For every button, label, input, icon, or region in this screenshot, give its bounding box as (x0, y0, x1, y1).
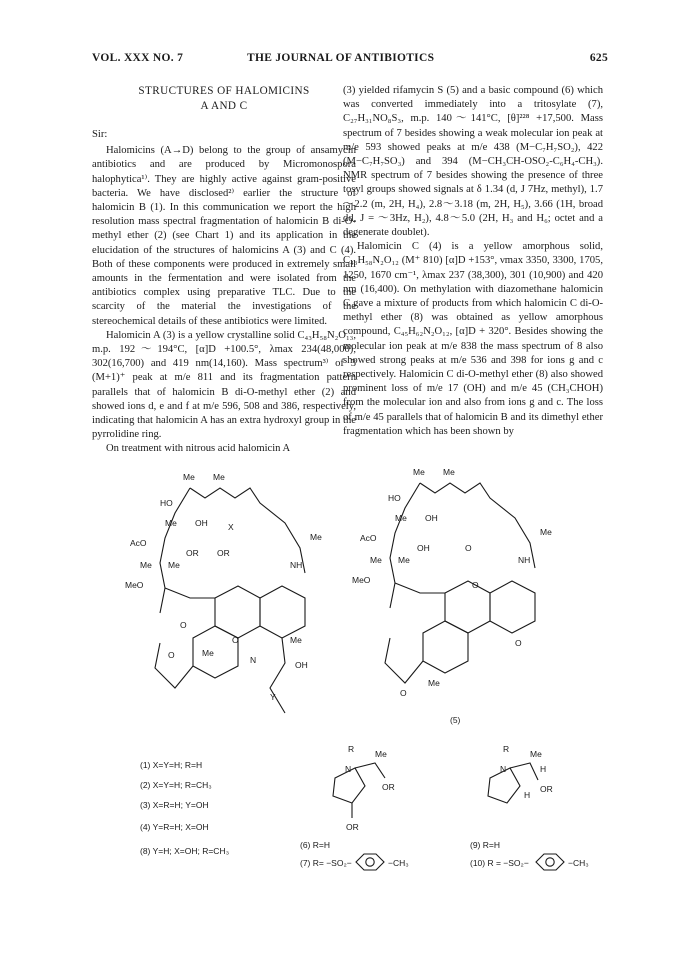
paragraph: (3) yielded rifamycin S (5) and a basic compound (6) which was converted immediately into a tritosylate (7), C₂₇H₃₁NO₈S₃, m.p. 140～141°C, [θ]²²⁸ +17,500. Mass spectrum of 7 besides showing a weak molecular ion peak at m/e 593 showed peaks at m/e 438 (M−C₇H₇SO₂), 422 (M−C₇H₇SO₃) and 394 (M−CH₃CH-OSO₂-C₆H₄-CH₃). NMR spectrum of 7 besides showing the presence of three tosyl groups showed signals at δ 1.34 (d, J 7Hz, methyl), 1.7～2.2 (m, 2H, H₄), 2.8～3.18 (m, 2H, H₅), 3.66 (1H, broad dd, J = ～3Hz, H₂), 4.8～5.0 (2H, H₃ and H₆; octet and a degenerate doublet). (343, 85, 603, 239)
caption-7-tail: −CH₃ (388, 858, 409, 868)
atom-label: Me (395, 513, 407, 523)
caption-7: (7) R= −SO₂− (300, 858, 352, 868)
atom-label: R (348, 744, 355, 754)
atom-label: Me (428, 678, 440, 688)
paragraph: Halomicin C (4) is a yellow amorphous solid, C₄₃H₅₈N₂O₁₂ (M⁺ 810) [α]D +153°, νmax 3350, 3300, 1705, 1250, 1670 cm⁻¹, λmax 237 (38,300), 301 (10,900) and 420 nm (16,400). On methylation with diazomethane halomicin C gave a mixture of products from which halomicin C di-O-methyl ether (8) was obtained as yellow amorphous compound, C₄₅H₆₂N₂O₁₂, [α]D + 320°. Besides showing the molecular ion peak at m/e 838 the mass spectrum of 8 also showed strong peaks at m/e 536 and 398 for ions g and c respectively. Halomicin C di-O-methyl ether (8) also showed prominent loss of m/e 17 (OH) and m/e 45 (CH₃CHOH) from the molecular ion and also from ions g and c. The loss of m/e 45 parallels that of halomicin B and its dimethyl ether fragmentation which has been shown by (343, 241, 603, 437)
caption-6: (6) R=H (300, 840, 330, 850)
atom-label: O (472, 580, 479, 590)
atom-label: Me (310, 532, 322, 542)
atom-label: OR (382, 782, 395, 792)
atom-label: O (515, 638, 522, 648)
atom-label: Me (183, 472, 195, 482)
caption-9: (9) R=H (470, 840, 500, 850)
atom-label: Me (398, 555, 410, 565)
atom-label: AcO (360, 533, 377, 543)
atom-label: OH (195, 518, 208, 528)
right-column (343, 84, 603, 439)
compound-line: (2) X=Y=H; R=CH₃ (140, 780, 212, 790)
atom-label: O (465, 543, 472, 553)
article-title-line1: STRUCTURES OF HALOMICINS (138, 85, 310, 97)
atom-label: O (168, 650, 175, 660)
article-title-line2: A AND C (200, 100, 248, 112)
atom-label: Me (213, 472, 225, 482)
atom-label: NH (290, 560, 303, 570)
atom-label: OH (425, 513, 438, 523)
atom-label: R (503, 744, 510, 754)
compound-line: (4) Y=R=H; X=OH (140, 822, 209, 832)
atom-label: Me (370, 555, 382, 565)
atom-label: Y (270, 692, 276, 702)
atom-label: Me (202, 648, 214, 658)
atom-label: N (250, 655, 257, 665)
atom-label: N (500, 764, 507, 774)
caption-10-tail: −CH₃ (568, 858, 589, 868)
structure-right (385, 483, 535, 683)
atom-label: X (228, 522, 234, 532)
atom-label: HO (160, 498, 173, 508)
atom-label: O (180, 620, 187, 630)
atom-label: H (540, 764, 547, 774)
atom-label: OR (540, 784, 553, 794)
atom-label: N (345, 764, 352, 774)
pyrrolidine-a (333, 763, 385, 818)
running-header (92, 52, 608, 68)
atom-label: HO (388, 493, 401, 503)
atom-label: H (524, 790, 531, 800)
compound-list (140, 760, 229, 856)
caption-10: (10) R = −SO₂− (470, 858, 529, 868)
compound-line: (1) X=Y=H; R=H (140, 760, 203, 770)
atom-label: Me (443, 468, 455, 477)
atom-label: Me (140, 560, 152, 570)
left-column (92, 84, 356, 457)
chemical-structures-chart (120, 468, 640, 938)
atom-label: AcO (130, 538, 147, 548)
compound-label-5: (5) (450, 715, 461, 725)
paragraph: On treatment with nitrous acid halomicin A (106, 443, 291, 455)
atom-label: OR (217, 548, 230, 558)
salutation: Sir: (92, 129, 108, 140)
atom-label: NH (518, 555, 531, 565)
atom-label: OR (186, 548, 199, 558)
volume-label: VOL. XXX NO. 7 (92, 52, 184, 64)
atom-label: Me (165, 518, 177, 528)
page-number: 625 (589, 52, 608, 64)
atom-label: MeO (352, 575, 371, 585)
pyrrolidine-b (488, 763, 538, 803)
atom-label: Me (413, 468, 425, 477)
benzene-ring-7 (356, 854, 384, 870)
compound-line: (3) X=R=H; Y=OH (140, 800, 209, 810)
benzene-ring-10 (536, 854, 564, 870)
atom-label: Me (290, 635, 302, 645)
atom-label: O (400, 688, 407, 698)
atom-label: Me (530, 749, 542, 759)
atom-label: Me (540, 527, 552, 537)
journal-title: THE JOURNAL OF ANTIBIOTICS (247, 52, 435, 64)
atom-label: O (232, 635, 239, 645)
paragraph: Halomicins (A→D) belong to the group of ansamycin antibiotics and are produced by Micromonospora halophytica¹⁾. They are highly active against gram-positive bacteria. We have disclosed²⁾ earlier the structure of halomicin B (1). In this communication we report the high resolution mass spectral fragmentation of halomicin B di-O-methyl ether (2) (see Chart 1) and its application in the elucidation of the structures of halomicins A (3) and C (4). Both of these components were produced in extremely small amounts in the fermentation and were isolated from the antibiotics complex using preparative TLC. Due to the scarcity of the material the investigations of the stereochemical details of these antibiotics were limited. (92, 145, 356, 327)
compound-line: (8) Y=H; X=OH; R=CH₃ (140, 846, 230, 856)
atom-label: OH (295, 660, 308, 670)
atom-label: MeO (125, 580, 144, 590)
paragraph: Halomicin A (3) is a yellow crystalline solid C₄₃H₅₈N₂O₁₃, m.p. 192～194°C, [α]D +100.5°, λmax 234(48,000), 302(16,700) and 419 nm(14,160). Mass spectrum³⁾ of 3 (M+1)⁺ peak at m/e 811 and its fragmentation pattern parallels that of halomicin B di-O-methyl ether (2) and showed ions d, e and f at m/e 596, 508 and 386, respectively, indicating that halomicin A has an extra hydroxyl group in the pyrrolidine ring. (92, 329, 356, 441)
atom-label: OR (346, 822, 359, 832)
atom-label: OH (417, 543, 430, 553)
atom-label: Me (375, 749, 387, 759)
structure-right-atoms (352, 468, 552, 725)
atom-label: Me (168, 560, 180, 570)
